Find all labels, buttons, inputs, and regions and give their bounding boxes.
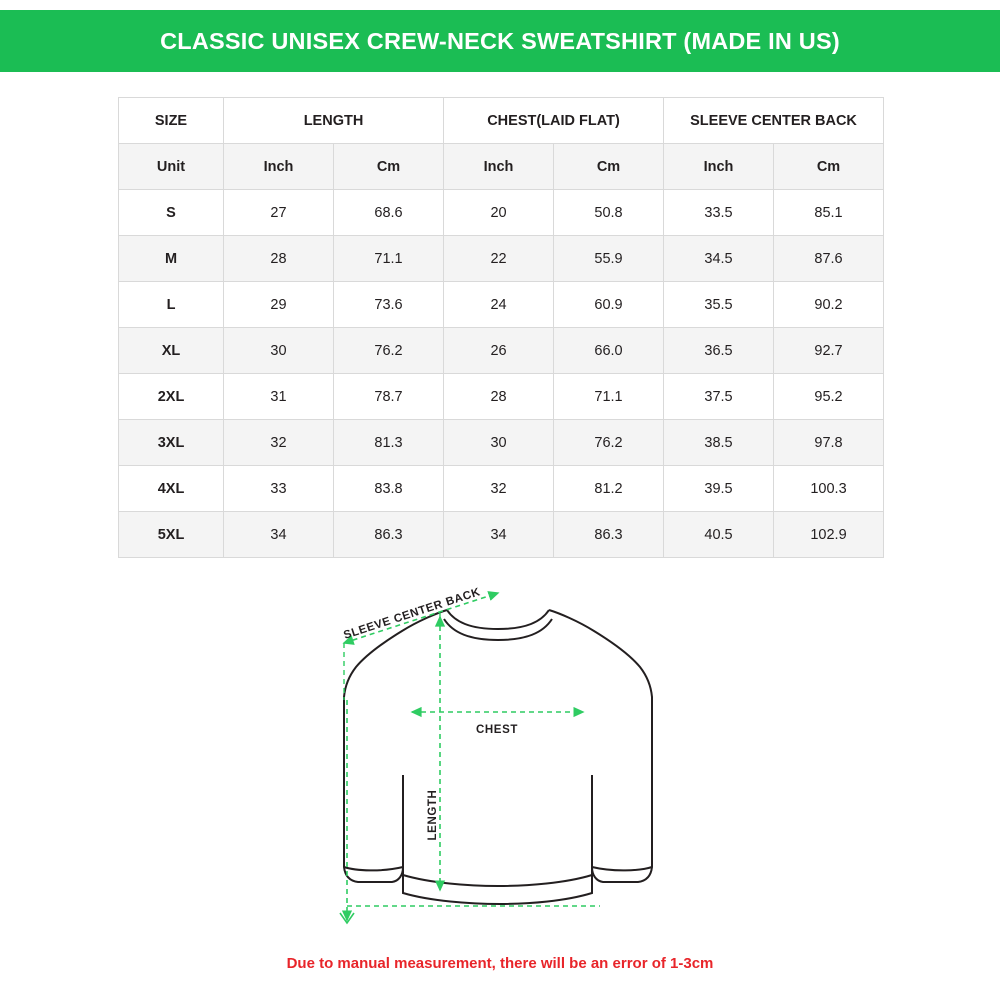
cell-sleeve-inch: 39.5 <box>664 466 774 512</box>
cell-chest-cm: 50.8 <box>554 190 664 236</box>
cell-length-inch: 27 <box>224 190 334 236</box>
column-header-length: LENGTH <box>224 98 444 144</box>
cell-size: XL <box>119 328 224 374</box>
cell-sleeve-cm: 100.3 <box>774 466 884 512</box>
cell-length-inch: 33 <box>224 466 334 512</box>
cell-chest-inch: 24 <box>444 282 554 328</box>
table-row <box>119 466 884 512</box>
cell-size: S <box>119 190 224 236</box>
header-banner <box>0 10 1000 72</box>
table-row <box>119 420 884 466</box>
column-header-size: SIZE <box>119 98 224 144</box>
cell-sleeve-cm: 87.6 <box>774 236 884 282</box>
unit-label: Unit <box>119 144 224 190</box>
size-table-container <box>118 97 883 558</box>
cell-sleeve-cm: 97.8 <box>774 420 884 466</box>
table-row <box>119 328 884 374</box>
unit-length-cm: Cm <box>334 144 444 190</box>
cell-length-cm: 76.2 <box>334 328 444 374</box>
table-unit-row <box>119 144 884 190</box>
cell-chest-inch: 30 <box>444 420 554 466</box>
cell-sleeve-inch: 33.5 <box>664 190 774 236</box>
cell-chest-inch: 26 <box>444 328 554 374</box>
cell-sleeve-inch: 40.5 <box>664 512 774 558</box>
cell-length-cm: 73.6 <box>334 282 444 328</box>
cell-size: M <box>119 236 224 282</box>
cell-size: 3XL <box>119 420 224 466</box>
table-row <box>119 374 884 420</box>
cell-sleeve-inch: 34.5 <box>664 236 774 282</box>
cell-length-inch: 32 <box>224 420 334 466</box>
unit-chest-cm: Cm <box>554 144 664 190</box>
cell-length-inch: 29 <box>224 282 334 328</box>
cell-chest-inch: 34 <box>444 512 554 558</box>
cell-sleeve-inch: 37.5 <box>664 374 774 420</box>
cell-sleeve-cm: 102.9 <box>774 512 884 558</box>
cell-chest-cm: 86.3 <box>554 512 664 558</box>
cell-sleeve-cm: 92.7 <box>774 328 884 374</box>
unit-chest-inch: Inch <box>444 144 554 190</box>
cell-chest-inch: 20 <box>444 190 554 236</box>
table-group-header-row <box>119 98 884 144</box>
cell-chest-cm: 60.9 <box>554 282 664 328</box>
length-label: LENGTH <box>427 789 439 841</box>
cell-sleeve-cm: 85.1 <box>774 190 884 236</box>
cell-length-cm: 83.8 <box>334 466 444 512</box>
cell-size: L <box>119 282 224 328</box>
size-table <box>118 97 884 558</box>
cell-chest-cm: 66.0 <box>554 328 664 374</box>
cell-sleeve-inch: 36.5 <box>664 328 774 374</box>
unit-length-inch: Inch <box>224 144 334 190</box>
sleeve-label: SLEEVE CENTER BACK <box>342 586 483 642</box>
cell-chest-cm: 71.1 <box>554 374 664 420</box>
chest-label: CHEST <box>476 724 518 736</box>
cell-length-cm: 78.7 <box>334 374 444 420</box>
cell-chest-inch: 22 <box>444 236 554 282</box>
garment-diagram <box>0 575 1000 935</box>
cell-size: 4XL <box>119 466 224 512</box>
table-row <box>119 512 884 558</box>
column-header-chest: CHEST(LAID FLAT) <box>444 98 664 144</box>
cell-sleeve-cm: 90.2 <box>774 282 884 328</box>
unit-sleeve-inch: Inch <box>664 144 774 190</box>
measurement-disclaimer: Due to manual measurement, there will be an error of 1-3cm <box>286 955 714 972</box>
cell-size: 2XL <box>119 374 224 420</box>
cell-chest-cm: 81.2 <box>554 466 664 512</box>
cell-length-inch: 34 <box>224 512 334 558</box>
cell-length-inch: 31 <box>224 374 334 420</box>
cell-sleeve-inch: 38.5 <box>664 420 774 466</box>
unit-sleeve-cm: Cm <box>774 144 884 190</box>
cell-chest-inch: 28 <box>444 374 554 420</box>
table-row <box>119 236 884 282</box>
sleeve-measure-arrow <box>344 593 498 643</box>
table-row <box>119 190 884 236</box>
column-header-sleeve: SLEEVE CENTER BACK <box>664 98 884 144</box>
cell-length-cm: 81.3 <box>334 420 444 466</box>
cell-length-cm: 86.3 <box>334 512 444 558</box>
cell-length-inch: 28 <box>224 236 334 282</box>
page-title: CLASSIC UNISEX CREW-NECK SWEATSHIRT (MADE IN US) <box>160 27 840 54</box>
cell-chest-cm: 55.9 <box>554 236 664 282</box>
cell-chest-inch: 32 <box>444 466 554 512</box>
sweatshirt-outline <box>344 610 652 904</box>
cell-sleeve-cm: 95.2 <box>774 374 884 420</box>
table-row <box>119 282 884 328</box>
cell-chest-cm: 76.2 <box>554 420 664 466</box>
cell-sleeve-inch: 35.5 <box>664 282 774 328</box>
cell-size: 5XL <box>119 512 224 558</box>
cell-length-cm: 68.6 <box>334 190 444 236</box>
cell-length-inch: 30 <box>224 328 334 374</box>
cell-length-cm: 71.1 <box>334 236 444 282</box>
